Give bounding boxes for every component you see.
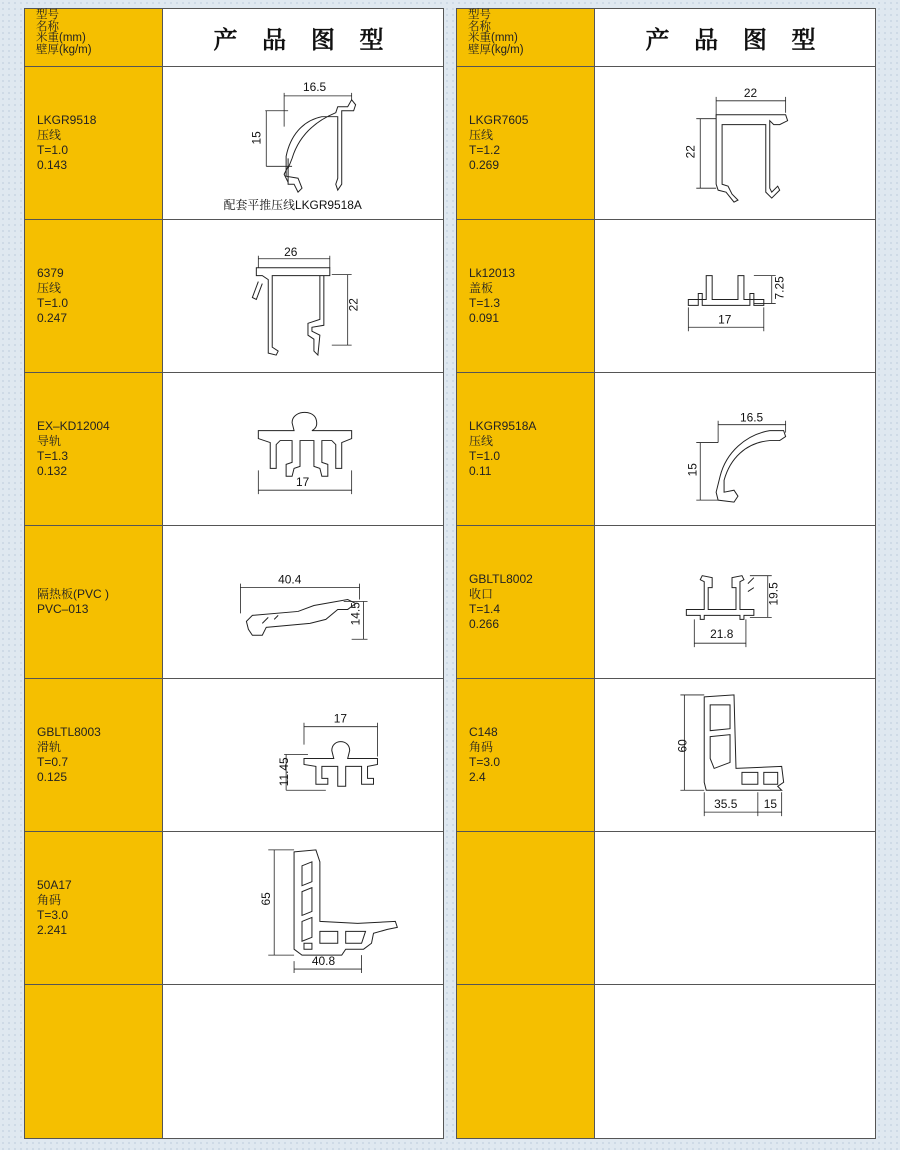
product-weight: 0.11 [469,464,492,478]
product-row [25,679,443,832]
dim-label: 17 [718,312,732,327]
dim-label: 40.4 [278,572,302,587]
dim-label: 14.5 [348,602,363,626]
product-thickness: T=3.0 [469,755,501,769]
product-drawing-cell [595,220,875,372]
product-info [25,373,163,525]
product-thickness: T=0.7 [37,755,69,769]
product-info [457,832,595,984]
empty-row [25,985,443,1138]
product-name: 压线 [37,128,62,142]
product-info [25,985,163,1138]
product-info [457,373,595,525]
profile-gbltl8003-icon [163,679,443,831]
product-model: LKGR9518A [469,419,537,433]
product-row [25,220,443,373]
dim-label: 40.8 [311,954,336,969]
profile-50a17-icon [163,832,443,984]
product-drawing-cell [163,526,443,678]
product-info [457,985,595,1138]
product-row [457,220,875,373]
product-row [25,373,443,526]
product-model: 隔热板(PVC ) [37,587,110,601]
product-name: 导轨 [37,434,62,448]
product-info [457,526,595,678]
product-drawing-cell [595,679,875,831]
profile-ex-kd12004-icon [163,373,443,525]
product-weight: 0.091 [469,311,500,325]
dim-label: 17 [333,711,348,726]
product-name: 压线 [469,434,494,448]
product-info [25,220,163,372]
product-model: LKGR9518 [37,113,97,127]
product-thickness: T=1.3 [37,449,69,463]
profile-lkgr9518-icon [163,67,443,219]
product-name: 压线 [469,128,494,142]
header-field-labels [457,9,595,66]
product-model: C148 [469,725,498,739]
left-catalog-table [24,8,444,1139]
dim-label: 15 [763,797,778,812]
product-thickness: T=1.2 [469,143,501,157]
product-thickness: T=1.0 [469,449,501,463]
product-weight: 0.125 [37,770,68,784]
product-info [25,832,163,984]
dim-label: 17 [296,475,310,490]
product-drawing-cell [163,832,443,984]
right-header-row [457,9,875,67]
product-model: 6379 [37,266,64,280]
product-weight: 2.4 [469,770,486,784]
dim-label: 60 [675,739,690,753]
product-thickness: T=1.3 [469,296,501,310]
product-thickness: T=3.0 [37,908,69,922]
product-model: 50A17 [37,878,72,892]
product-model: GBLTL8003 [37,725,101,739]
product-name: 滑轨 [37,740,62,754]
dim-label: 22 [683,145,698,159]
dim-label: 16.5 [739,410,764,425]
profile-lk12013-icon [595,220,875,372]
product-name: 盖板 [469,281,494,295]
product-thickness: T=1.0 [37,143,69,157]
product-info [25,679,163,831]
dim-label: 16.5 [303,79,327,94]
profile-gbltl8002-icon [595,526,875,678]
dim-label: 22 [346,298,361,312]
profile-lkgr9518a-icon [595,373,875,525]
dim-label: 21.8 [710,627,734,642]
product-weight: 0.269 [469,158,500,172]
header-title: 产 品 图 型 [645,27,825,54]
header-field-labels [25,9,163,66]
product-row [25,832,443,985]
product-name: 收口 [469,587,494,601]
profile-c148-icon [595,679,875,831]
product-drawing-cell [163,220,443,372]
dim-label: 19.5 [766,582,781,606]
product-info [25,526,163,678]
product-weight: 2.241 [37,923,68,937]
product-note: 配套平推压线LKGR9518A [223,198,362,213]
product-weight: 0.143 [37,158,68,172]
dim-label: 15 [249,131,264,145]
field-label-meter-weight: 米重(mm) [36,32,86,44]
dim-label: 22 [743,85,758,100]
product-weight: 0.247 [37,311,68,325]
product-model: LKGR7605 [469,113,529,127]
field-label-model: 型号 [468,9,491,21]
field-label-wall-thickness: 壁厚(kg/m) [36,43,92,56]
field-label-model: 型号 [36,9,59,21]
product-drawing-cell [163,67,443,219]
product-weight: 0.132 [37,464,68,478]
left-header-row [25,9,443,67]
profile-pvc-013-icon [163,526,443,678]
field-label-name: 名称 [468,20,491,33]
product-info [25,67,163,219]
dim-label: 35.5 [714,797,738,812]
product-name: PVC–013 [37,602,89,616]
product-row [25,67,443,220]
product-row [457,373,875,526]
product-info [457,220,595,372]
dim-label: 11.45 [277,757,292,787]
product-drawing-cell [595,526,875,678]
dim-label: 26 [284,244,298,259]
product-info [457,679,595,831]
product-drawing-cell [163,373,443,525]
product-name: 角码 [469,740,494,754]
dim-label: 65 [259,892,274,906]
empty-row [457,832,875,985]
dim-label: 7.25 [772,276,787,300]
product-name: 角码 [37,893,62,907]
field-label-name: 名称 [36,20,59,33]
product-row [457,679,875,832]
empty-row [457,985,875,1138]
product-name: 压线 [37,281,62,295]
product-model: EX–KD12004 [37,419,110,433]
product-drawing-cell [595,985,875,1138]
product-drawing-cell [163,985,443,1138]
product-info [457,67,595,219]
product-thickness: T=1.4 [469,602,501,616]
product-drawing-cell [163,679,443,831]
dim-label: 15 [685,463,700,477]
product-thickness: T=1.0 [37,296,69,310]
product-drawing-cell [595,832,875,984]
profile-lkgr7605-icon [595,67,875,219]
profile-6379-icon [163,220,443,372]
right-catalog-table [456,8,876,1139]
product-drawing-cell [595,67,875,219]
product-weight: 0.266 [469,617,500,631]
product-drawing-cell [595,373,875,525]
product-model: GBLTL8002 [469,572,533,586]
header-title: 产 品 图 型 [213,27,393,54]
product-model: Lk12013 [469,266,516,280]
product-row [457,67,875,220]
product-row [25,526,443,679]
product-row [457,526,875,679]
field-label-meter-weight: 米重(mm) [468,32,518,44]
field-label-wall-thickness: 壁厚(kg/m) [468,43,524,56]
